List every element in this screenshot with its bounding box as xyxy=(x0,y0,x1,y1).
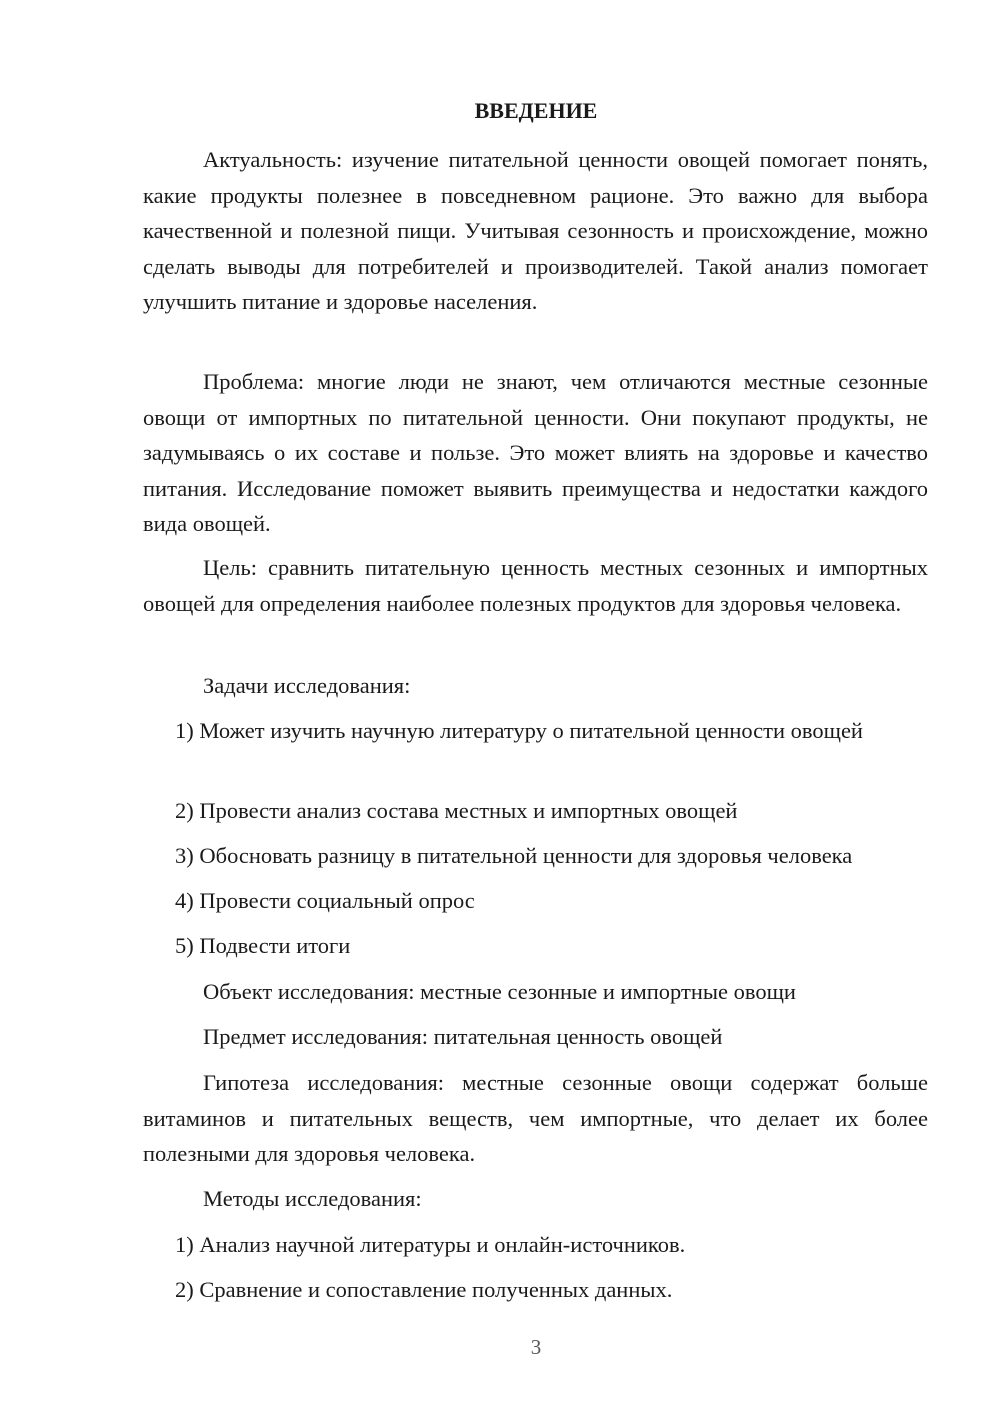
task-item-4: 4) Провести социальный опрос xyxy=(175,888,475,913)
page-number: 3 xyxy=(530,1335,542,1359)
problem-paragraph: Проблема: многие люди не знают, чем отличаются местные сезонные овощи от импортных по питательной ценности. Они покупают продукты, не задумываясь о их составе и пользе. Это может влиять на здоровье и качество питания. Исследование поможет выявить преимущества и недостатки каждого вида овощей. xyxy=(143,369,928,536)
task-item-5: 5) Подвести итоги xyxy=(175,933,351,958)
methods-heading: Методы исследования: xyxy=(203,1186,422,1211)
subject-paragraph: Предмет исследования: питательная ценность овощей xyxy=(203,1024,723,1049)
method-item-1: 1) Анализ научной литературы и онлайн-источников. xyxy=(175,1232,686,1257)
goal-paragraph: Цель: сравнить питательную ценность местных сезонных и импортных овощей для определения наиболее полезных продуктов для здоровья человека. xyxy=(143,555,928,616)
task-item-2: 2) Провести анализ состава местных и импортных овощей xyxy=(175,798,738,823)
tasks-heading: Задачи исследования: xyxy=(203,673,411,698)
method-item-2: 2) Сравнение и сопоставление полученных данных. xyxy=(175,1277,673,1302)
task-item-1: 1) Может изучить научную литературу о питательной ценности овощей xyxy=(175,718,863,743)
hypothesis-paragraph: Гипотеза исследования: местные сезонные овощи содержат больше витаминов и питательных веществ, чем импортные, что делает их более полезными для здоровья человека. xyxy=(143,1070,928,1166)
relevance-paragraph: Актуальность: изучение питательной ценности овощей помогает понять, какие продукты полезнее в повседневном рационе. Это важно для выбора качественной и полезной пищи. Учитывая сезонность и происхождение, можно сделать выводы для потребителей и производителей. Такой анализ помогает улучшить питание и здоровье населения. xyxy=(143,147,928,314)
object-paragraph: Объект исследования: местные сезонные и импортные овощи xyxy=(203,979,796,1004)
section-heading: ВВЕДЕНИЕ xyxy=(474,98,598,123)
task-item-3: 3) Обосновать разницу в питательной ценности для здоровья человека xyxy=(175,843,853,868)
